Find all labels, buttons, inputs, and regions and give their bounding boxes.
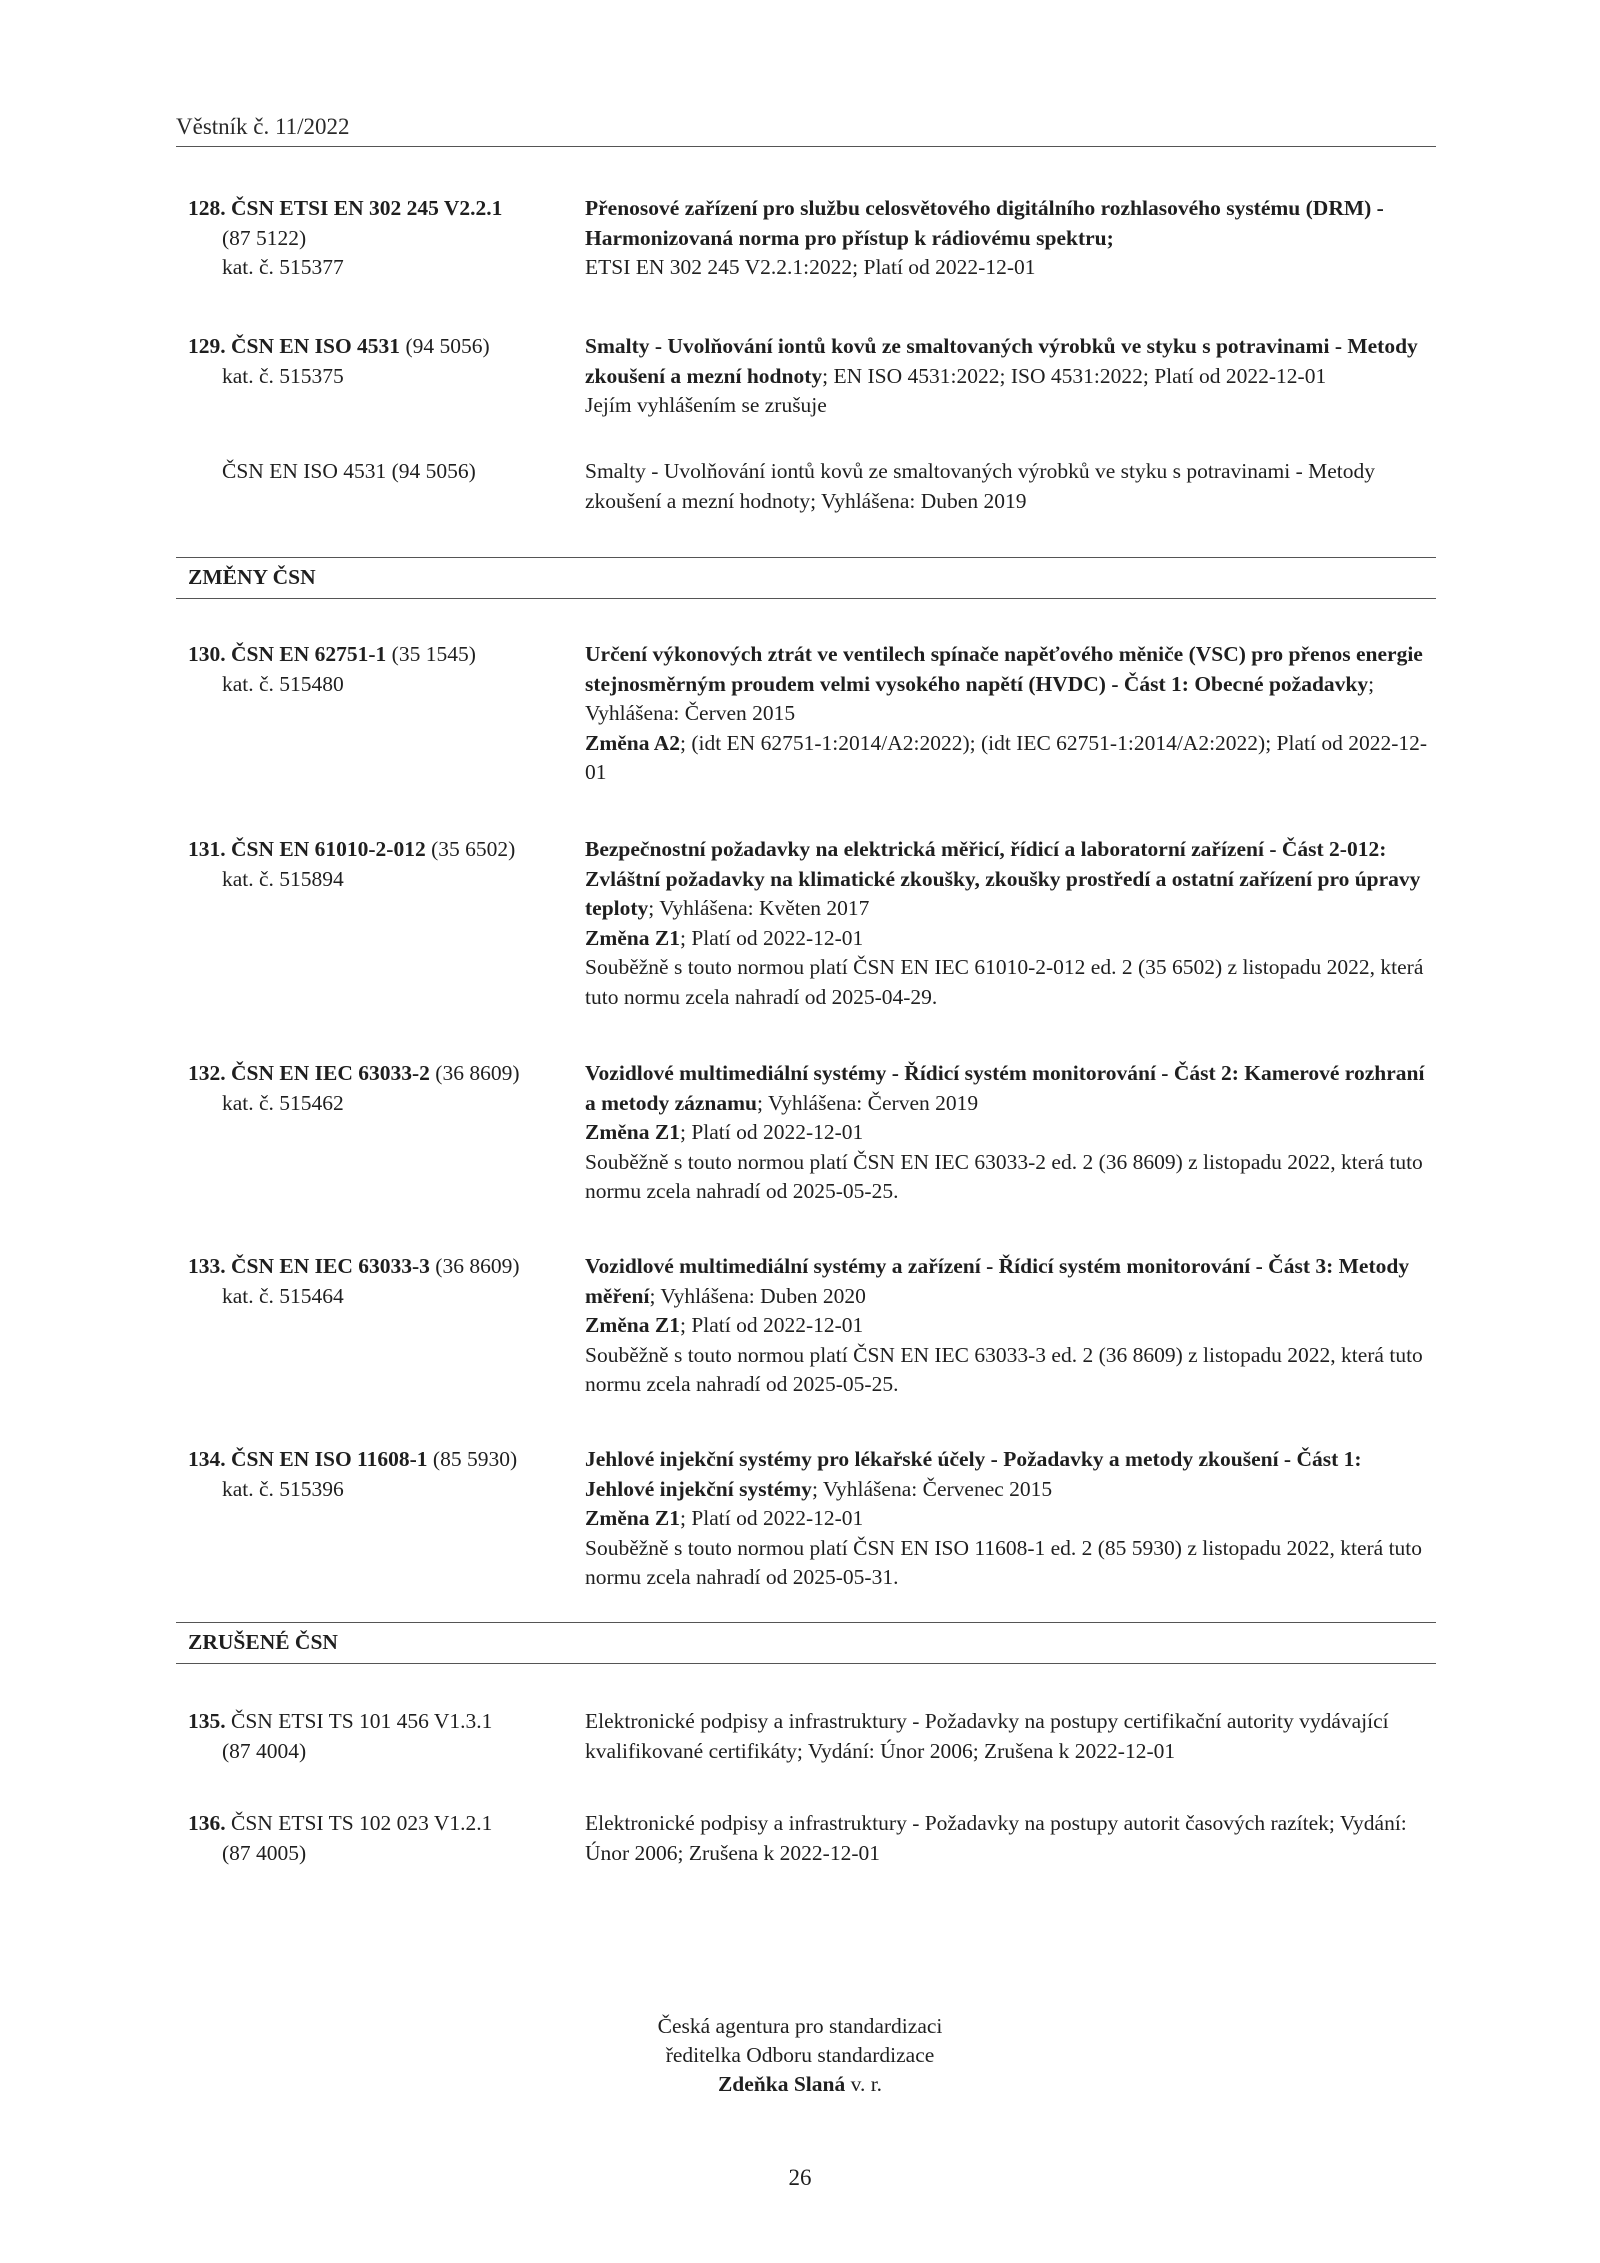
standard-code: ČSN ETSI EN 302 245 V2.2.1 (231, 196, 503, 220)
section-title: ZMĚNY ČSN (188, 565, 316, 589)
standard-details: ; Vyhlášena: Květen 2017 (648, 896, 870, 920)
agency-name: Česká agentura pro standardizaci (657, 2014, 943, 2038)
class-code: (87 4005) (222, 1840, 307, 1865)
entry-number: 135. (188, 1709, 226, 1733)
signatory-role: ředitelka Odboru standardizace (665, 2043, 935, 2067)
standard-title: Elektronické podpisy a infrastruktury - Požadavky na postupy certifikační autority vydávající kvalifikované certifikáty; Vydání: Únor 2006; Zrušena k 2022-12-01 (585, 1709, 1389, 1763)
entry-number: 136. (188, 1811, 226, 1835)
change-details: ; Platí od 2022-12-01 (679, 925, 864, 950)
signature-block (500, 2012, 1100, 2099)
class-code: (36 8609) (435, 1254, 520, 1278)
standard-code: ČSN EN ISO 11608-1 (231, 1447, 428, 1471)
parallel-validity-note: Souběžně s touto normou platí ČSN EN IEC 61010-2-012 ed. 2 (35 6502) z listopadu 2022, která tuto normu zcela nahradí od 2025-04-29. (585, 955, 1424, 1009)
entry-number: 132. (188, 1061, 226, 1085)
standard-details: ; Vyhlášena: Červen 2019 (756, 1090, 979, 1115)
signatory-suffix: v. r. (845, 2072, 883, 2096)
parallel-validity-note: Souběžně s touto normou platí ČSN EN ISO 11608-1 ed. 2 (85 5930) z listopadu 2022, která tuto normu zcela nahradí od 2025-05-31. (585, 1535, 1423, 1589)
change-label: Změna Z1 (585, 1120, 680, 1144)
page-number: 26 (788, 2165, 812, 2190)
entry-number: 129. (188, 334, 226, 358)
standard-details: ETSI EN 302 245 V2.2.1:2022; Platí od 2022-12-01 (585, 255, 1036, 279)
catalog-number: kat. č. 515377 (222, 255, 344, 279)
replaced-standard-title: Smalty - Uvolňování iontů kovů ze smaltovaných výrobků ve styku s potravinami - Metody zkoušení a mezní hodnoty; Vyhlášena: Duben 2019 (585, 459, 1376, 513)
standard-title: Smalty - Uvolňování iontů kovů ze smaltovaných výrobků ve styku s potravinami - Metody zkoušení a mezní hodnoty (585, 334, 1418, 388)
standard-code: ČSN EN ISO 4531 (231, 334, 401, 358)
class-code: (35 6502) (431, 837, 516, 861)
change-label: Změna Z1 (585, 1313, 680, 1337)
standard-code: ČSN EN 61010-2-012 (231, 837, 426, 861)
standard-details: ; Vyhlášena: Duben 2020 (649, 1283, 866, 1308)
standard-code: ČSN ETSI TS 102 023 V1.2.1 (231, 1811, 493, 1835)
entry-number: 134. (188, 1447, 226, 1471)
class-code: (87 4004) (222, 1738, 307, 1763)
standard-code: ČSN EN IEC 63033-2 (231, 1061, 430, 1085)
entry-number: 131. (188, 837, 226, 861)
standard-title: Vozidlové multimediální systémy a zařízení - Řídicí systém monitorování - Část 3: Metody měření (585, 1254, 1410, 1308)
standard-details: ; EN ISO 4531:2022; ISO 4531:2022; Platí od 2022-12-01 (822, 363, 1327, 388)
change-label: Změna A2 (585, 730, 680, 755)
replacement-note: Jejím vyhlášením se zrušuje (585, 393, 827, 417)
section-cancelled (176, 1622, 1436, 1664)
signatory-name: Zdeňka Slaná (717, 2072, 846, 2096)
class-code: (36 8609) (435, 1061, 520, 1085)
section-changes (176, 557, 1436, 599)
catalog-number: kat. č. 515396 (222, 1476, 344, 1501)
catalog-number: kat. č. 515464 (222, 1283, 344, 1308)
standard-title: Elektronické podpisy a infrastruktury - Požadavky na postupy autorit časových razítek; Vydání: Únor 2006; Zrušena k 2022-12-01 (585, 1811, 1407, 1865)
entry-number: 128. (188, 196, 226, 220)
parallel-validity-note: Souběžně s touto normou platí ČSN EN IEC 63033-2 ed. 2 (36 8609) z listopadu 2022, která tuto normu zcela nahradí od 2025-05-25. (585, 1149, 1423, 1203)
header-title: Věstník č. 11/2022 (176, 114, 350, 139)
entry-number: 130. (188, 642, 226, 666)
change-label: Změna Z1 (585, 925, 680, 950)
catalog-number: kat. č. 515480 (222, 671, 344, 696)
section-title: ZRUŠENÉ ČSN (188, 1630, 338, 1654)
standard-title: Jehlové injekční systémy pro lékařské účely - Požadavky a metody zkoušení - Část 1: Jehlové injekční systémy (585, 1447, 1362, 1501)
class-code: (87 5122) (222, 225, 307, 250)
change-details: ; (idt EN 62751-1:2014/A2:2022); (idt IEC 62751-1:2014/A2:2022); Platí od 2022-12-01 (585, 730, 1428, 784)
standard-details: ; Vyhlášena: Červenec 2015 (811, 1476, 1053, 1501)
standard-code: ČSN ETSI TS 101 456 V1.3.1 (231, 1709, 493, 1733)
parallel-validity-note: Souběžně s touto normou platí ČSN EN IEC 63033-3 ed. 2 (36 8609) z listopadu 2022, která tuto normu zcela nahradí od 2025-05-25. (585, 1342, 1423, 1396)
standard-code: ČSN EN IEC 63033-3 (231, 1254, 430, 1278)
standard-details: ; Vyhlášena: Červen 2015 (585, 671, 1375, 725)
change-details: ; Platí od 2022-12-01 (679, 1313, 864, 1337)
change-label: Změna Z1 (585, 1506, 680, 1530)
replaced-standard-code: ČSN EN ISO 4531 (94 5056) (222, 459, 476, 483)
change-details: ; Platí od 2022-12-01 (679, 1506, 864, 1530)
standard-code: ČSN EN 62751-1 (231, 642, 387, 666)
catalog-number: kat. č. 515894 (222, 866, 344, 891)
standard-title: Určení výkonových ztrát ve ventilech spínače napěťového měniče (VSC) pro přenos energie stejnosměrným proudem velmi vysokého napětí (HVDC) - Část 1: Obecné požadavky (585, 642, 1423, 696)
entry-number: 133. (188, 1254, 226, 1278)
catalog-number: kat. č. 515375 (222, 363, 344, 388)
class-code: (94 5056) (405, 334, 490, 358)
header-rule (176, 146, 1436, 147)
standard-title: Vozidlové multimediální systémy - Řídicí systém monitorování - Část 2: Kamerové rozhraní a metody záznamu (585, 1061, 1425, 1115)
class-code: (35 1545) (391, 642, 476, 666)
standard-title: Bezpečnostní požadavky na elektrická měřicí, řídicí a laboratorní zařízení - Část 2-012: Zvláštní požadavky na klimatické zkoušky, zkoušky prostředí a ostatní zařízení pro úpravy teploty (585, 837, 1421, 920)
catalog-number: kat. č. 515462 (222, 1090, 344, 1115)
change-details: ; Platí od 2022-12-01 (679, 1120, 864, 1144)
standard-title: Přenosové zařízení pro službu celosvětového digitálního rozhlasového systému (DRM) - Harmonizovaná norma pro přístup k rádiovému spektru; (585, 196, 1384, 250)
class-code: (85 5930) (432, 1447, 518, 1471)
